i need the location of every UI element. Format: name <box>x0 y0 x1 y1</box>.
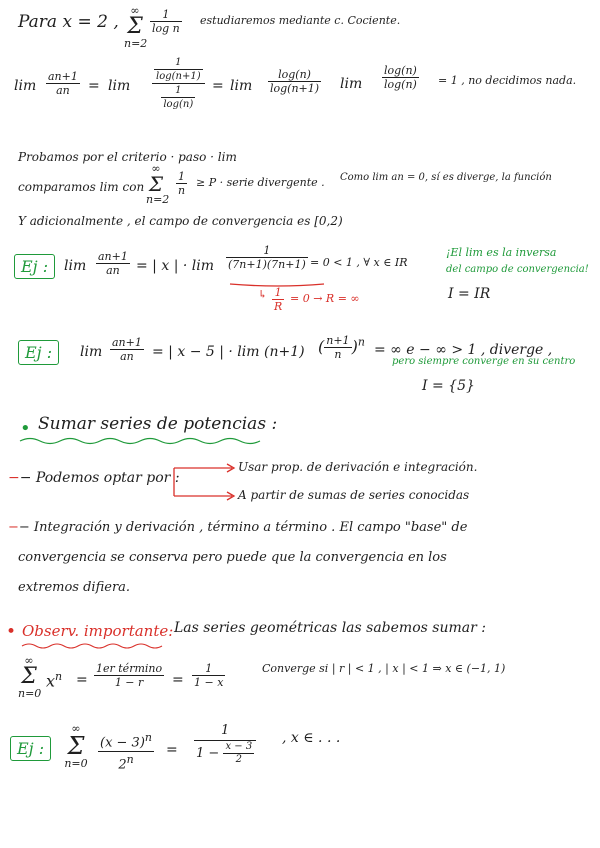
sum-symbol-ej3 <box>64 722 88 770</box>
comparamos-tail-1: ≥ P · serie divergente . <box>196 176 325 189</box>
exponent: n <box>55 670 63 683</box>
ej2-paren-frac: ( $\frac{n+1}{n}$ )$^n$ <box>318 334 365 361</box>
lim-1: lim <box>14 78 37 94</box>
geo-term <box>46 670 62 690</box>
frac-1-n <box>176 170 187 197</box>
frac-num: 1 <box>194 722 256 741</box>
frac-den: log(n+1) <box>156 71 201 82</box>
frac-log-ratio-2 <box>382 64 419 91</box>
term-base: x <box>46 671 56 691</box>
section-bullet: • <box>20 418 31 439</box>
integ-line-1-text: − Integración y derivación , término a término . El campo "base" de <box>18 520 468 535</box>
ej2-lim: lim <box>80 344 103 360</box>
sum-bottom: n=0 <box>18 687 42 700</box>
line-intro <box>18 12 119 32</box>
sum-sigma: Σ <box>67 732 85 760</box>
sum-top: ∞ <box>130 4 140 17</box>
frac-den: an <box>106 264 120 277</box>
frac-num: an+1 <box>48 70 78 83</box>
probamos-line: Probamos por el criterio · paso · lim <box>18 150 237 164</box>
frac-num: 1 <box>161 84 195 98</box>
ej1-red-frac <box>272 286 284 313</box>
comparamos-lead: comparamos lim con <box>18 180 145 194</box>
sum-top: ∞ <box>151 162 161 175</box>
frac-den: 2 <box>118 757 127 773</box>
sum-bottom: n=0 <box>64 757 88 770</box>
ej1-note-2: del campo de convergencia! <box>446 264 589 275</box>
ej1-frac <box>96 250 130 277</box>
exponent: n <box>144 731 152 744</box>
frac-num: 1 <box>154 56 203 70</box>
ej3-frac-g <box>194 722 256 766</box>
frac-num: an+1 <box>112 336 142 349</box>
frac-den: (7n+1)(7n+1) <box>228 258 306 271</box>
ej1-red-arrow: ↳ <box>258 288 268 301</box>
sum-symbol-2 <box>146 162 170 206</box>
ej2-mid: = | x − 5 | · lim (n+1) <box>152 344 305 360</box>
geo-eq-1: = <box>76 672 88 688</box>
green-wave-underline <box>18 436 258 446</box>
section-title: Sumar series de potencias : <box>38 414 278 434</box>
podemos-lead <box>8 470 180 486</box>
intro-tail: estudiaremos mediante c. Cociente. <box>200 14 401 27</box>
ej1-mid: = | x | · lim <box>136 258 214 274</box>
geo-tail: Converge si | r | < 1 , | x | < 1 ⇒ x ∈ (−1, 1) <box>262 662 506 675</box>
red-wave-underline <box>20 642 170 650</box>
frac-nested <box>152 56 205 111</box>
frac-1 <box>150 8 182 35</box>
sum-sigma: Σ <box>148 172 164 196</box>
geo-eq-2: = <box>172 672 184 688</box>
sum-sigma: Σ <box>127 14 143 39</box>
eq-1: = <box>88 78 100 94</box>
ej3-tail: , x ∈ . . . <box>282 730 341 746</box>
obs-bullet: • <box>6 622 17 642</box>
ej3-frac <box>98 730 154 774</box>
ej1-frac-g <box>226 244 308 271</box>
comparamos-tail-2: Como lim an = 0, sí es diverge, la función <box>340 172 552 183</box>
obs-label: Observ. importante: <box>22 622 174 640</box>
frac-num: log(n) <box>268 68 321 82</box>
frac-den: 2 <box>235 754 242 765</box>
frac-an1-an <box>46 70 80 97</box>
sum-top: ∞ <box>71 722 81 735</box>
exponent: n <box>126 753 134 767</box>
line2-tail: = 1 , no decidimos nada. <box>438 74 577 87</box>
frac-den: n <box>334 348 342 361</box>
sum-top: ∞ <box>24 654 34 667</box>
frac-num: 1 <box>272 286 284 300</box>
example-box-3: Ej : <box>10 736 51 761</box>
frac-num: (x − 3) <box>100 735 145 751</box>
frac-den: 1 − x <box>194 676 224 689</box>
frac-den: n <box>178 184 186 197</box>
frac-num: 1 <box>192 662 225 676</box>
sum-bottom: n=2 <box>146 193 170 206</box>
geo-frac-2 <box>192 662 225 689</box>
frac-log-ratio-1 <box>268 68 321 95</box>
option-1: Usar prop. de derivación e integración. <box>238 460 478 474</box>
frac-num: n+1 <box>326 334 350 347</box>
frac-num: 1 <box>150 8 182 22</box>
campo-line: Y adicionalmente , el campo de convergencia es [0,2) <box>18 214 343 228</box>
example-box-1: Ej : <box>14 254 55 279</box>
ej1-red-tail: = 0 → R = ∞ <box>290 292 360 305</box>
integ-line-1: −− Integración y derivación , término a término . El campo "base" de <box>8 520 468 535</box>
frac-num: x − 3 <box>225 741 253 752</box>
eq-2: = <box>212 78 224 94</box>
integ-line-2: convergencia se conserva pero puede que la convergencia en los <box>18 550 447 565</box>
ej2-result: I = {5} <box>422 378 475 394</box>
frac-den: an <box>56 84 70 97</box>
frac-num: an+1 <box>98 250 128 263</box>
sum-bottom: n=2 <box>124 37 148 50</box>
ej3-eq: = <box>166 742 178 758</box>
lim-2: lim <box>108 78 131 94</box>
frac-den: log(n) <box>163 99 194 110</box>
ej1-result: I = IR <box>448 286 491 302</box>
frac-den: an <box>120 350 134 363</box>
geo-frac-1 <box>94 662 164 689</box>
frac-den: 1 − r <box>114 676 144 689</box>
option-2: A partir de sumas de series conocidas <box>238 488 470 502</box>
frac-den: R <box>274 300 283 313</box>
ej1-note-1: ¡El lim es la inversa <box>446 246 557 259</box>
frac-den: log(n) <box>384 78 417 91</box>
integ-line-3: extremos difiera. <box>18 580 131 595</box>
frac-num: 1er término <box>96 662 163 675</box>
ej2-frac <box>110 336 144 363</box>
ej1-lim: lim <box>64 258 87 274</box>
obs-text: Las series geométricas las sabemos sumar : <box>174 620 486 636</box>
ej2-note: pero siempre converge en su centro <box>392 356 576 367</box>
frac-den-lead: 1 − <box>196 746 220 761</box>
podemos-text: − Podemos optar por : <box>19 470 180 486</box>
ej2-tail: = ∞ e − ∞ > 1 , diverge , <box>374 342 553 358</box>
exponent: n <box>357 335 365 349</box>
frac-den: log(n+1) <box>270 82 320 95</box>
frac-num: 1 <box>226 244 308 258</box>
frac-num: log(n) <box>384 64 417 77</box>
intro-lead: Para x = 2 , <box>18 12 119 32</box>
lim-4: lim <box>340 76 363 92</box>
lim-3: lim <box>230 78 253 94</box>
sum-sigma: Σ <box>21 664 37 689</box>
dash: − <box>8 470 20 486</box>
frac-num: 1 <box>176 170 187 184</box>
sum-symbol-geo <box>18 654 40 700</box>
sum-symbol-1 <box>124 4 146 50</box>
example-box-2: Ej : <box>18 340 59 365</box>
ej1-tail: = 0 < 1 , ∀ x ∈ IR <box>310 256 408 269</box>
frac-den: log n <box>152 22 180 35</box>
red-bracket-arrows <box>172 460 242 502</box>
